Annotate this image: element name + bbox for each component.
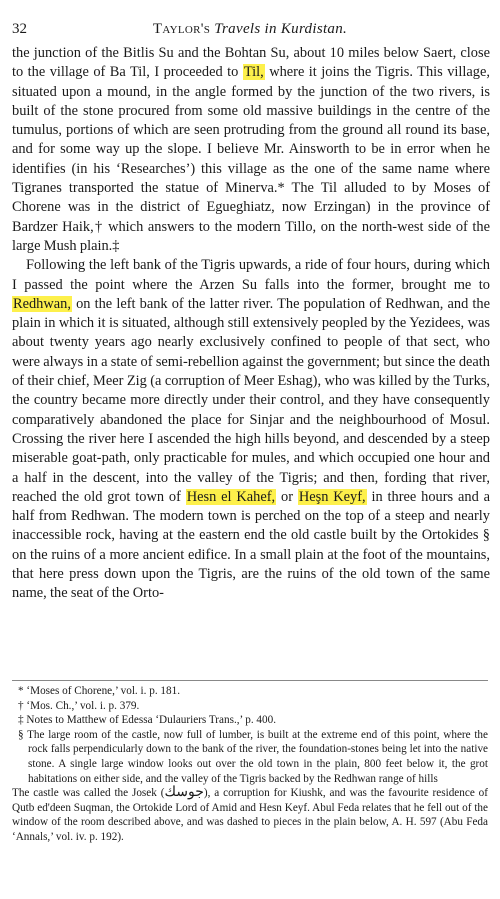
running-title-work: Travels in Kurdistan. bbox=[214, 21, 348, 37]
paragraph-2 bbox=[12, 256, 490, 603]
highlight-hesn-keyf: Heşn Keyf, bbox=[298, 488, 366, 505]
highlight-hesn-el-kahef: Hesn el Kahef, bbox=[186, 488, 276, 505]
footnote-4: § The large room of the castle, now full of lumber, is built at the extreme end of this point, where the rock falls perpendicularly down to the bank of the river, the foundation-stones being let into the native stone. A single large window looks out over the old town in the plain, 800 feet below it, the grot habitations on either side, and the valley of the Tigris backed by the Redhwan range of hills bbox=[18, 728, 488, 785]
footnote-5-text-a: The castle was called the Josek ( bbox=[12, 787, 165, 800]
highlight-redhwan: Redhwan, bbox=[13, 295, 71, 312]
p2-text-c: or bbox=[281, 488, 293, 505]
paragraph-1 bbox=[12, 44, 490, 256]
highlight-til: Til, bbox=[243, 64, 264, 81]
running-title bbox=[12, 18, 488, 40]
running-title-author: Taylor's bbox=[152, 21, 211, 37]
arabic-word-josek: جوسك bbox=[164, 785, 204, 801]
p1-text-b: where it joins the Tigris. This village, situated upon a mound, in the angle formed by the junction of the two rivers, is built of the stone procured from some old massive buildings in the centre of the tumulus, portions of which are seen protruding from the ground all round its base, and for some way up the slope. I believe Mr. Ainsworth to be in error when he identifies (in his ‘Researches’) this village as the one of the same name where Tigranes transported the statue of Minerva.* The Til alluded to by Moses of Chorene was in the district of Egueghiatz, now Erzingan) in the province of Bardzer Haik,† which answers to the modern Tillo, on the north-west side of the large Mush plain.‡ bbox=[12, 64, 490, 254]
p1-text-a: the junction of the Bitlis Su and the Bohtan Su, about 10 miles below Saert, close to the village of Ba Til, I proceeded to bbox=[12, 45, 490, 81]
footnote-3: ‡ Notes to Matthew of Edessa ‘Dulauriers Trans.,’ p. 400. bbox=[18, 714, 276, 727]
footnote-5-text-b: ), a corruption for Kiushk, and was the favourite residence of Qutb ed'deen Suqman, the Ortokide Lord of Amid and Hesn Keyf. Abul Feda relates that he fell out of the window of the room described above, and was dashed to pieces in the plain below, A. H. 597 (Abu Feda ‘Annals,’ vol. iv. p. 192). bbox=[12, 787, 488, 843]
footnote-1: * ‘Moses of Chorene,’ vol. i. p. 181. bbox=[18, 685, 180, 697]
p2-text-a: Following the left bank of the Tigris upwards, a ride of four hours, during which I passed the point where the Arzen Su falls into the former, brought me to bbox=[12, 257, 490, 293]
footnotes bbox=[12, 684, 488, 845]
page-number: 32 bbox=[12, 21, 27, 37]
footnote-divider bbox=[12, 680, 488, 681]
p2-text-b: on the left bank of the latter river. The population of Redhwan, and the plain in which it is situated, although still extensively peopled by the Yezidees, was about twenty years ago nearly exclusively confined to people of that sect, who were always in a state of semi-rebellion against the government; but since the death of their chief, Meer Zig (a corruption of Meer Eshag), who was killed by the Turks, the country became more directly under their control, and they have consequently comparatively abandoned the place for Sinjar and the neighbourhood of Mosul. Crossing the river here I ascended the high hills beyond, and descended by a steep miserable goat-path, only practicable for mules, and which occupied one hour and a half in the descent, into the valley of the Tigris; and then, fording that river, reached the old grot town of bbox=[12, 295, 490, 505]
running-head bbox=[12, 18, 488, 40]
p2-text-d: in three hours and a half from Redhwan. The modern town is perched on the top of a steep and nearly inaccessible rock, having at the eastern end the old castle built by the Ortokides § on the ruins of a more ancient edifice. In a small plain at the foot of the mountains, that here press down upon the Tigris, are the ruins of the old town of the same name, the seat of the Orto- bbox=[12, 488, 490, 602]
body-text bbox=[12, 44, 490, 604]
footnote-4-continued bbox=[12, 786, 488, 844]
footnote-2: † ‘Mos. Ch.,’ vol. i. p. 379. bbox=[18, 699, 140, 712]
